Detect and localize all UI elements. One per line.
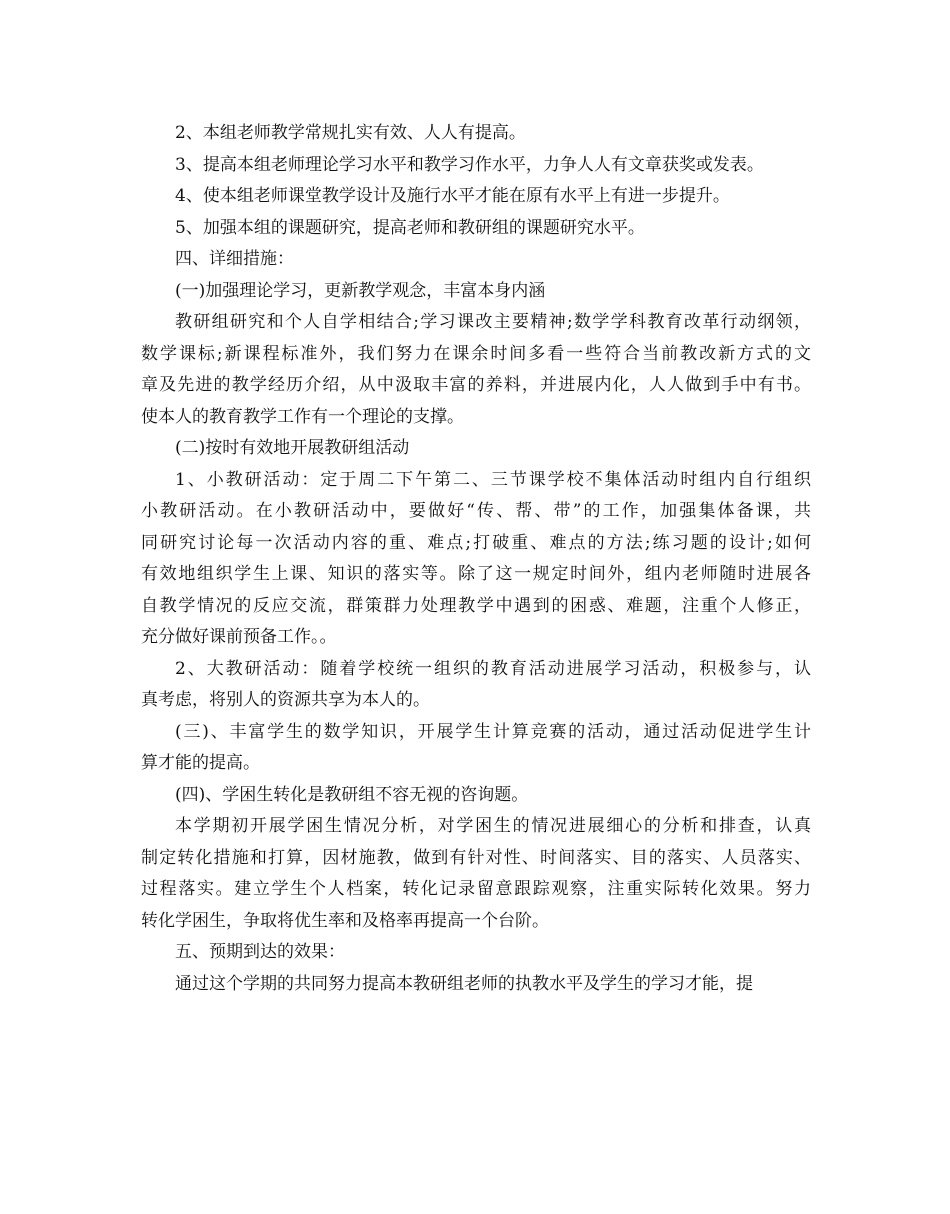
text-line: 真考虑，将别人的资源共享为本人的。 (141, 690, 430, 710)
text-line: 过程落实。建立学生个人档案，转化记录留意跟踪观察，注重实际转化效果。努力 (141, 879, 811, 899)
text-line: 使本人的教育教学工作有一个理论的支撑。 (141, 406, 464, 427)
text-line: 有效地组织学生上课、知识的落实等。除了这一规定时间外，组内老师随时进展各 (141, 564, 811, 584)
text-line: 教研组研究和个人自学相结合;学习课改主要精神;数学学科教育改革行动纲领， (175, 312, 811, 332)
text-line: (四)、学困生转化是教研组不容无视的咨询题。 (175, 784, 529, 805)
text-line: 3、提高本组老师理论学习水平和教学习作水平，力争人人有文章获奖或发表。 (175, 154, 764, 175)
text-line: 数学课标;新课程标准外，我们努力在课余时间多看一些符合当前教改新方式的文 (141, 343, 811, 364)
text-line: 制定转化措施和打算，因材施教，做到有针对性、时间落实、目的落实、人员落实、 (141, 847, 811, 868)
text-line: 2、大教研活动：随着学校统一组织的教育活动进展学习活动，积极参与，认 (175, 658, 811, 679)
text-line: (一)加强理论学习，更新教学观念，丰富本身内涵 (175, 280, 546, 301)
text-line: 章及先进的教学经历介绍，从中汲取丰富的养料，并进展内化，人人做到手中有书。 (141, 375, 811, 395)
text-line: 充分做好课前预备工作。。 (141, 627, 337, 647)
paragraph (141, 244, 811, 276)
paragraph (141, 780, 811, 812)
paragraph (141, 118, 811, 150)
paragraph (141, 811, 811, 937)
text-line: 五、预期到达的效果： (175, 942, 345, 962)
text-line: 转化学困生，争取将优生率和及格率再提高一个台阶。 (141, 910, 549, 931)
text-line: 5、加强本组的课题研究，提高老师和教研组的课题研究水平。 (175, 217, 645, 238)
text-line: 2、本组老师教学常规扎实有效、人人有提高。 (175, 123, 526, 143)
text-line: 通过这个学期的共同努力提高本教研组老师的执教水平及学生的学习才能，提 (175, 973, 753, 994)
text-line: 同研究讨论每一次活动内容的重、难点;打破重、难点的方法;练习题的设计;如何 (141, 532, 811, 553)
text-line: 本学期初开展学困生情况分析，对学困生的情况进展细心的分析和排查，认真 (175, 816, 811, 836)
paragraph (141, 276, 811, 308)
text-line: 自教学情况的反应交流，群策群力处理教学中遇到的困惑、难题，注重个人修正， (141, 595, 811, 616)
text-line: 四、详细措施： (175, 249, 294, 269)
text-line: (二)按时有效地开展教研组活动 (175, 438, 410, 458)
text-line: 4、使本组老师课堂教学设计及施行水平才能在原有水平上有进一步提升。 (175, 186, 730, 206)
paragraph (141, 717, 811, 780)
paragraph (141, 213, 811, 245)
text-line: 算才能的提高。 (141, 753, 260, 773)
document-body (141, 118, 811, 1000)
paragraph (141, 150, 811, 182)
paragraph (141, 307, 811, 433)
paragraph (141, 433, 811, 465)
text-line: 小教研活动。在小教研活动中，要做好“传、帮、带”的工作，加强集体备课，共 (141, 501, 811, 521)
text-line: 1、小教研活动：定于周二下午第二、三节课学校不集体活动时组内自行组织 (175, 469, 811, 490)
paragraph (141, 465, 811, 654)
text-line: (三)、丰富学生的数学知识，开展学生计算竞赛的活动，通过活动促进学生计 (175, 721, 811, 742)
paragraph (141, 654, 811, 717)
paragraph (141, 937, 811, 969)
paragraph (141, 181, 811, 213)
paragraph (141, 969, 811, 1001)
